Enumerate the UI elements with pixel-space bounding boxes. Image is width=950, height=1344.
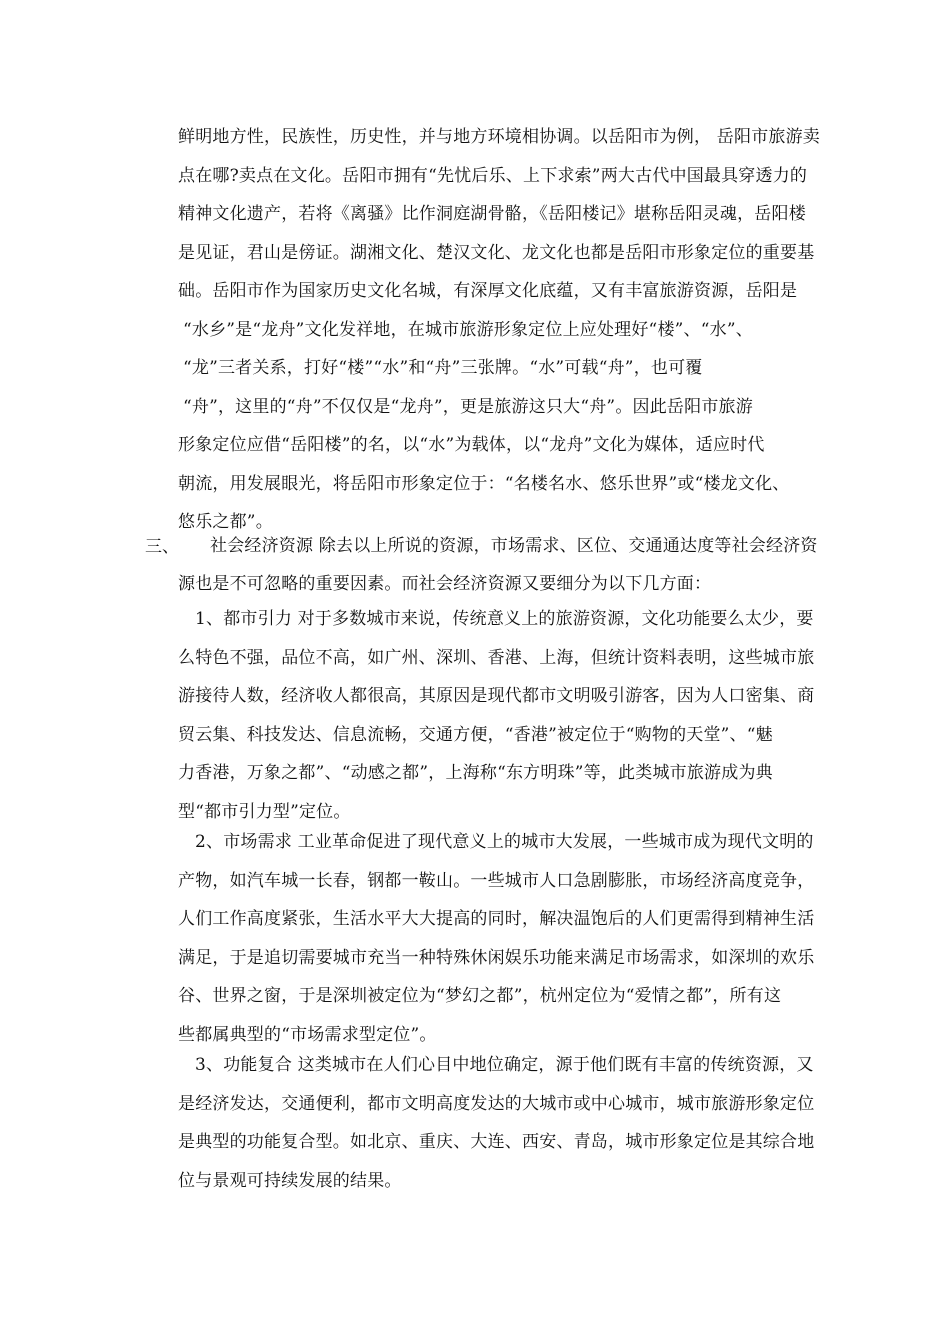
para-culture-line: “舟”，这里的“舟”不仅仅是“龙舟”，更是旅游这只大“舟”。因此岳阳市旅游 — [183, 396, 753, 417]
item-3-line: 3、功能复合 这类城市在人们心目中地位确定，源于他们既有丰富的传统资源，又 — [195, 1055, 814, 1075]
item-1-line: 力香港，万象之都”、“动感之都”，上海称“东方明珠”等，此类城市旅游成为典 — [178, 763, 773, 784]
item-1-line: 贸云集、科技发达、信息流畅，交通方便，“香港”被定位于“购物的天堂”、“魅 — [178, 724, 773, 745]
item-3-line: 是经济发达，交通便利，都市文明高度发达的大城市或中心城市，城市旅游形象定位 — [178, 1093, 815, 1114]
para-culture-line: 悠乐之都”。 — [178, 512, 273, 532]
section-number: 三、 — [145, 537, 179, 557]
item-2-line: 满足，于是追切需要城市充当一种特殊休闲娱乐功能来满足市场需求，如深圳的欢乐 — [178, 947, 815, 968]
para-culture-line: 是见证，君山是傍证。湖湘文化、楚汉文化、龙文化也都是岳阳市形象定位的重要基 — [178, 242, 815, 263]
para-section3-line: 源也是不可忽略的重要因素。而社会经济资源又要细分为以下几方面： — [178, 574, 712, 594]
para-culture-line: “水乡”是“龙舟”文化发祥地，在城市旅游形象定位上应处理好“楼”、“水”、 — [183, 319, 753, 340]
item-3-line: 是典型的功能复合型。如北京、重庆、大连、西安、青岛，城市形象定位是其综合地 — [178, 1132, 815, 1153]
item-2-line: 人们工作高度紧张，生活水平大大提高的同时，解决温饱后的人们更需得到精神生活 — [178, 909, 815, 930]
item-1-line: 1、都市引力 对于多数城市来说，传统意义上的旅游资源，文化功能要么太少，要 — [195, 609, 814, 629]
item-1-line: 么特色不强，品位不高，如广州、深圳、香港、上海，但统计资料表明，这些城市旅 — [178, 647, 815, 668]
para-culture-line: 形象定位应借“岳阳楼”的名，以“水”为载体，以“龙舟”文化为媒体，适应时代 — [178, 435, 765, 455]
item-2-line: 产物，如汽车城一长春，钢都一鞍山。一些城市人口急剧膨胀，市场经济高度竞争， — [178, 870, 815, 891]
item-1-line: 游接待人数，经济收人都很高，其原因是现代都市文明吸引游客，因为人口密集、商 — [178, 686, 815, 707]
item-2-line: 些都属典型的“市场需求型定位”。 — [178, 1025, 437, 1045]
para-culture-line: 础。岳阳市作为国家历史文化名城，有深厚文化底蕴，又有丰富旅游资源，岳阳是 — [178, 281, 798, 301]
para-culture-line: 精神文化遗产，若将《离骚》比作洞庭湖骨骼，《岳阳楼记》堪称岳阳灵魂，岳阳楼 — [178, 204, 806, 224]
item-3-line: 位与景观可持续发展的结果。 — [178, 1170, 402, 1191]
para-culture-line: 点在哪?卖点在文化。岳阳市拥有“先忧后乐、上下求索”两大古代中国最具穿透力的 — [178, 165, 808, 186]
item-2-line: 2、市场需求 工业革命促进了现代意义上的城市大发展，一些城市成为现代文明的 — [195, 832, 814, 852]
item-1-line: 型“都市引力型”定位。 — [178, 802, 351, 822]
para-culture-line: 朝流，用发展眼光，将岳阳市形象定位于：“名楼名水、悠乐世界”或“楼龙文化、 — [178, 473, 790, 494]
para-culture-line: “龙”三者关系，打好“楼”“水”和“舟”三张牌。“水”可载“舟”，也可覆 — [183, 358, 703, 378]
para-culture-line: 鲜明地方性，民族性，历史性，并与地方环境相协调。以岳阳市为例， 岳阳市旅游卖 — [178, 127, 821, 147]
item-2-line: 谷、世界之窗，于是深圳被定位为“梦幻之都”，杭州定位为“爱情之都”，所有这 — [178, 986, 782, 1007]
para-section3-line: 社会经济资源 除去以上所说的资源，市场需求、区位、交通通达度等社会经济资 — [210, 536, 818, 556]
